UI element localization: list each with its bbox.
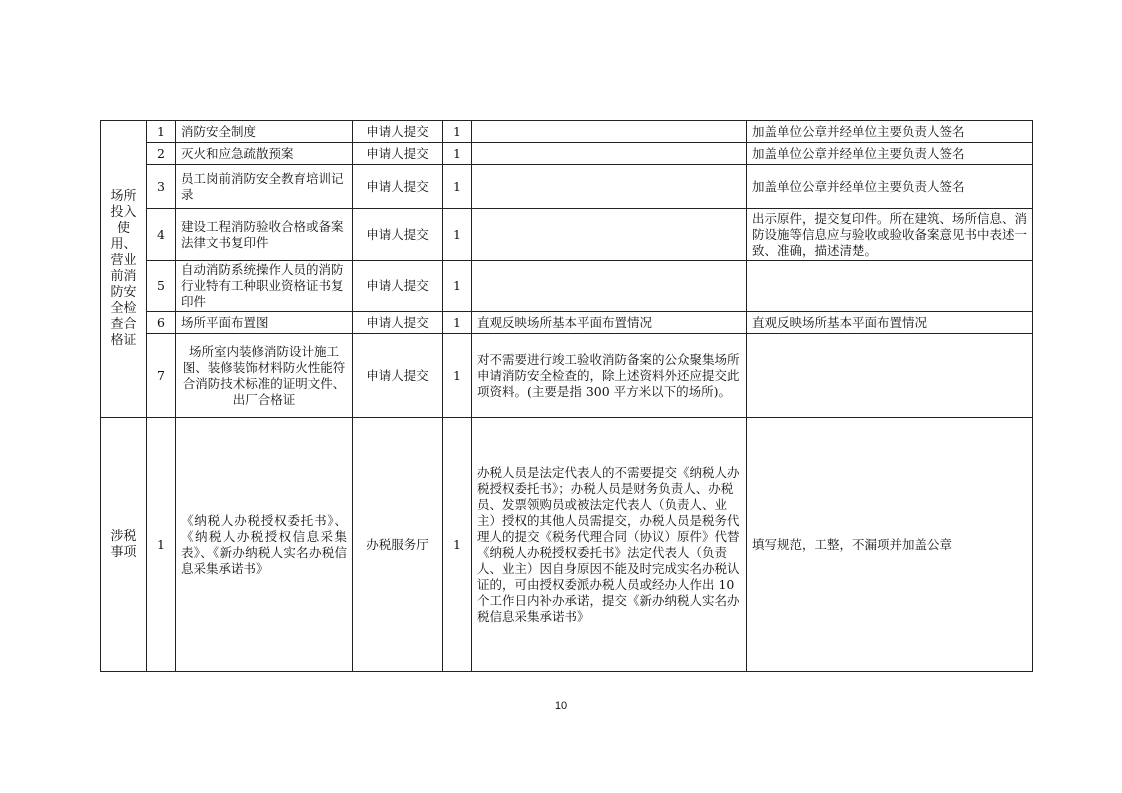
table-row [101,261,1033,312]
material-source: 申请人提交 [353,209,443,261]
material-source: 申请人提交 [353,165,443,209]
table-row [101,143,1033,165]
material-requirement: 加盖单位公章并经单位主要负责人签名 [747,165,1033,209]
material-description [472,209,747,261]
materials-table [100,120,1033,672]
material-description [472,143,747,165]
material-name: 场所室内装修消防设计施工图、装修装饰材料防火性能符合消防技术标准的证明文件、出厂合格证 [176,334,353,418]
copy-count: 1 [443,143,472,165]
table-row [101,312,1033,334]
material-name: 建设工程消防验收合格或备案法律文书复印件 [176,209,353,261]
material-source: 办税服务厅 [353,418,443,672]
row-number: 5 [147,261,176,312]
copy-count: 1 [443,418,472,672]
material-requirement: 填写规范，工整，不漏项并加盖公章 [747,418,1033,672]
material-source: 申请人提交 [353,334,443,418]
material-requirement: 出示原件，提交复印件。所在建筑、场所信息、消防设施等信息应与验收或验收备案意见书中表述一致、准确，描述清楚。 [747,209,1033,261]
row-number: 1 [147,418,176,672]
material-name: 场所平面布置图 [176,312,353,334]
material-description [472,121,747,143]
material-name: 自动消防系统操作人员的消防行业特有工种职业资格证书复印件 [176,261,353,312]
material-source: 申请人提交 [353,143,443,165]
copy-count: 1 [443,312,472,334]
material-requirement [747,261,1033,312]
material-requirement: 加盖单位公章并经单位主要负责人签名 [747,121,1033,143]
material-name: 消防安全制度 [176,121,353,143]
material-requirement: 直观反映场所基本平面布置情况 [747,312,1033,334]
material-source: 申请人提交 [353,312,443,334]
copy-count: 1 [443,209,472,261]
material-requirement: 加盖单位公章并经单位主要负责人签名 [747,143,1033,165]
material-name: 员工岗前消防安全教育培训记录 [176,165,353,209]
material-name: 灭火和应急疏散预案 [176,143,353,165]
material-description: 直观反映场所基本平面布置情况 [472,312,747,334]
material-description [472,261,747,312]
copy-count: 1 [443,121,472,143]
material-name: 《纳税人办税授权委托书》、《纳税人办税授权信息采集表》、《新办纳税人实名办税信息采集承诺书》 [176,418,353,672]
row-number: 2 [147,143,176,165]
table-row [101,418,1033,672]
page-number: 10 [554,700,568,712]
material-source: 申请人提交 [353,261,443,312]
material-requirement [747,334,1033,418]
row-number: 6 [147,312,176,334]
copy-count: 1 [443,334,472,418]
copy-count: 1 [443,261,472,312]
category-cell: 涉税事项 [101,418,147,672]
row-number: 7 [147,334,176,418]
table-row [101,165,1033,209]
row-number: 1 [147,121,176,143]
material-description: 办税人员是法定代表人的不需要提交《纳税人办税授权委托书》；办税人员是财务负责人、办税员、发票领购员或被法定代表人（负责人、业主）授权的其他人员需提交，办税人员是税务代理人的提交《税务代理合同（协议）原件》代替《纳税人办税授权委托书》法定代表人（负责人、业主）因自身原因不能及时完成实名办税认证的，可由授权委派办税人员或经办人作出 10 个工作日内补办承诺，提交《新办纳税人实名办税信息采集承诺书》 [472,418,747,672]
table-row [101,121,1033,143]
category-cell: 场所投入使用、营业前消防安全检查合格证 [101,121,147,418]
row-number: 4 [147,209,176,261]
row-number: 3 [147,165,176,209]
table-row [101,334,1033,418]
material-source: 申请人提交 [353,121,443,143]
material-description: 对不需要进行竣工验收消防备案的公众聚集场所申请消防安全检查的，除上述资料外还应提交此项资料。(主要是指 300 平方米以下的场所)。 [472,334,747,418]
copy-count: 1 [443,165,472,209]
material-description [472,165,747,209]
table-row [101,209,1033,261]
